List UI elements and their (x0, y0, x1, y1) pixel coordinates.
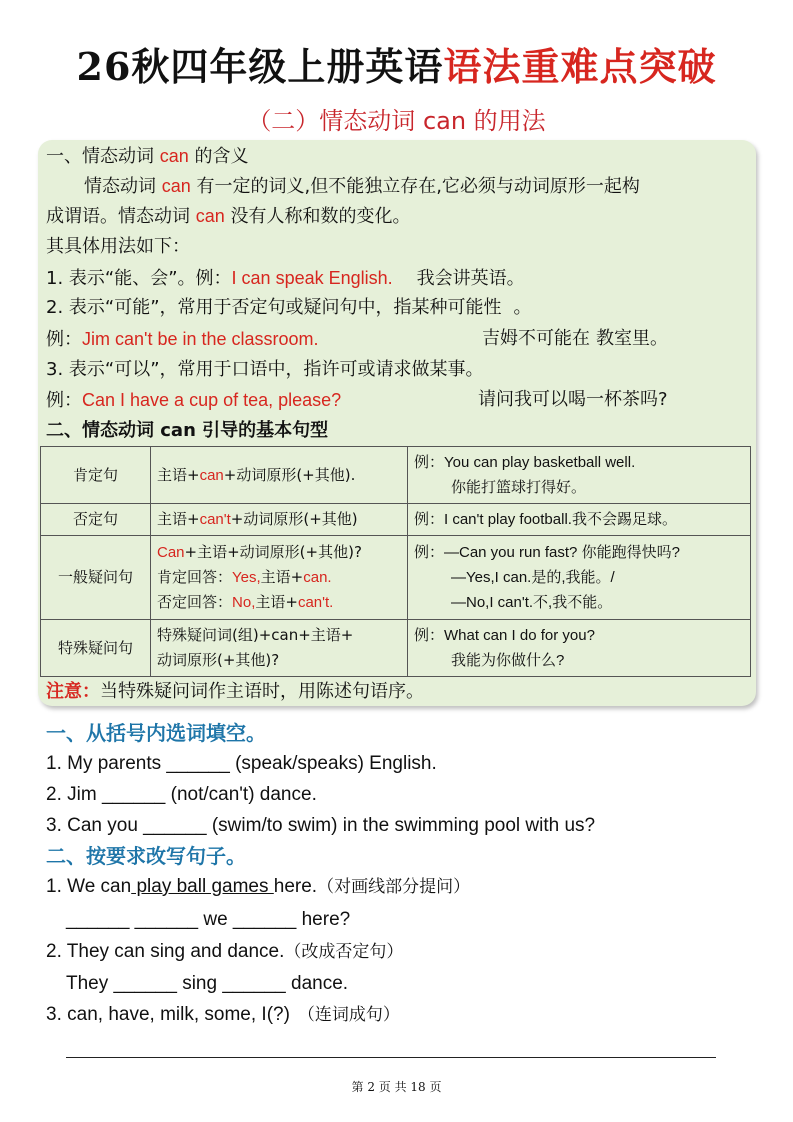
title-red-part: 语法重难点突破 (443, 44, 717, 89)
exercise1-q2: 2. Jim ______ (not/can't) dance. (46, 784, 317, 805)
usage-1: 1. 表示“能、会”。例：I can speak English. 我会讲英语。 (46, 268, 525, 289)
exercise2-q1-answer: ______ ______ we ______ here? (66, 909, 351, 930)
usage-2-example: 例：Jim can't be in the classroom. (46, 329, 319, 350)
meaning-paragraph-line2: 成谓语。情态动词 can 没有人称和数的变化。 (46, 206, 411, 227)
exercise1-q1: 1. My parents ______ (speak/speaks) English. (46, 753, 437, 774)
usage-3-example: 例：Can I have a cup of tea, please? (46, 390, 342, 411)
exercise2-q3: 3. can, have, milk, some, I(?) （连词成句） (46, 1004, 400, 1025)
row-example: 例：—Can you run fast? 你能跑得快吗? —Yes,I can.是的,我能。/ —No,I can't.不,我不能。 (408, 536, 751, 620)
table-row (41, 620, 751, 677)
row-example: 例：You can play basketball well. 你能打篮球打得好。 (408, 447, 751, 504)
row-formula: Can+主语+动词原形(+其他)? 肯定回答：Yes,主语+can. 否定回答：No,主语+can't. (151, 536, 408, 620)
exercise2-q2: 2. They can sing and dance.（改成否定句） (46, 941, 404, 962)
note-line: 注意：当特殊疑问词作主语时，用陈述句语序。 (46, 681, 424, 702)
row-type: 肯定句 (41, 447, 151, 504)
page-title (0, 42, 793, 92)
usage-3-translation: 请问我可以喝一杯茶吗? (478, 389, 668, 410)
exercise2-heading: 二、按要求改写句子。 (46, 844, 246, 868)
row-example: 例：What can I do for you? 我能为你做什么? (408, 620, 751, 677)
answer-line (66, 1057, 716, 1058)
table-row (41, 504, 751, 536)
page-footer: 第 2 页 共 18 页 (351, 1080, 442, 1094)
exercise2-q2-answer: They ______ sing ______ dance. (66, 973, 349, 994)
page-subtitle: （二）情态动词 can 的用法 (247, 107, 546, 135)
table-row (41, 447, 751, 504)
section-meaning-heading: 一、情态动词 can 的含义 (46, 146, 249, 167)
usage-2: 2. 表示“可能”，常用于否定句或疑问句中，指某种可能性 。 (46, 297, 532, 318)
exercise1-q3: 3. Can you ______ (swim/to swim) in the swimming pool with us? (46, 815, 596, 836)
row-type: 特殊疑问句 (41, 620, 151, 677)
sentence-pattern-table (40, 446, 751, 677)
usage-3: 3. 表示“可以”，常用于口语中，指许可或请求做某事。 (46, 359, 484, 380)
row-type: 否定句 (41, 504, 151, 536)
usage-intro: 其具体用法如下： (46, 236, 190, 257)
title-black-part: 26秋四年级上册英语 (76, 44, 444, 89)
row-example: 例：I can't play football.我不会踢足球。 (408, 504, 751, 536)
meaning-paragraph-line1: 情态动词 can 有一定的词义,但不能独立存在,它必须与动词原形一起构 (84, 176, 640, 197)
row-formula: 主语+can't+动词原形(+其他) (151, 504, 408, 536)
row-formula: 主语+can+动词原形(+其他). (151, 447, 408, 504)
exercise1-heading: 一、从括号内选词填空。 (46, 721, 266, 745)
row-type: 一般疑问句 (41, 536, 151, 620)
row-formula: 特殊疑问词(组)+can+主语+ 动词原形(+其他)? (151, 620, 408, 677)
exercise2-q1: 1. We can play ball games here.（对画线部分提问） (46, 876, 471, 897)
section-patterns-heading: 二、情态动词 can 引导的基本句型 (46, 420, 329, 441)
usage-2-translation: 吉姆不可能在 教室里。 (482, 328, 668, 349)
table-row (41, 536, 751, 620)
